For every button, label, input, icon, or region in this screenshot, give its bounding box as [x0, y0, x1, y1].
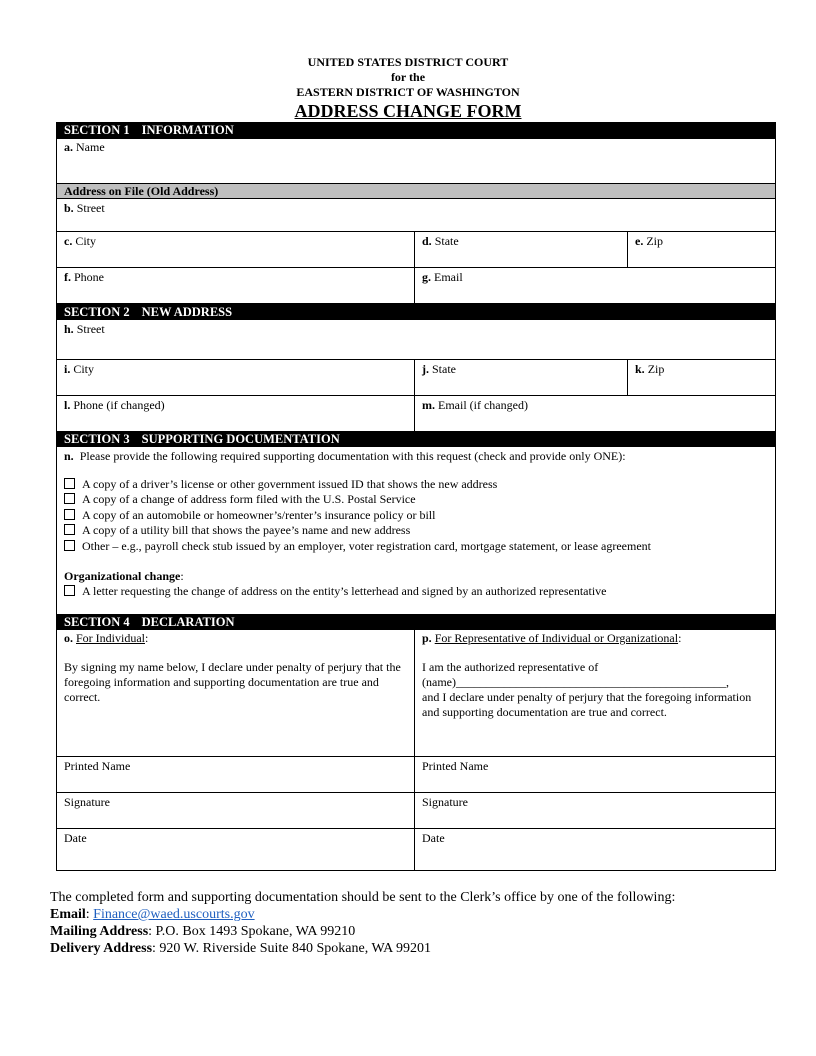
- option-drivers-license[interactable]: A copy of a driver’s license or other government issued ID that shows the new address: [64, 477, 497, 492]
- option-org-letter[interactable]: A letter requesting the change of address on the entity’s letterhead and signed by an authorized representative: [64, 584, 606, 599]
- new-city-field[interactable]: i. City: [56, 359, 415, 396]
- section-1-header: SECTION 1 INFORMATION: [56, 122, 776, 138]
- form-title: ADDRESS CHANGE FORM: [294, 101, 522, 121]
- section-3-header: SECTION 3 SUPPORTING DOCUMENTATION: [56, 431, 776, 447]
- organizational-change-heading: Organizational change:: [64, 569, 184, 583]
- checkbox-icon[interactable]: [64, 585, 75, 596]
- email-link[interactable]: Finance@waed.uscourts.gov: [93, 907, 255, 922]
- new-zip-field[interactable]: k. Zip: [627, 359, 776, 396]
- section-4-header: SECTION 4 DECLARATION: [56, 614, 776, 630]
- individual-printed-name[interactable]: Printed Name: [56, 756, 415, 793]
- new-state-field[interactable]: j. State: [414, 359, 628, 396]
- section-2-header: SECTION 2 NEW ADDRESS: [56, 304, 776, 320]
- old-city-field[interactable]: c. City: [56, 231, 415, 268]
- new-email-field[interactable]: m. Email (if changed): [414, 395, 776, 432]
- option-utility-bill[interactable]: A copy of a utility bill that shows the payee’s name and new address: [64, 523, 410, 538]
- old-state-field[interactable]: d. State: [414, 231, 628, 268]
- individual-signature[interactable]: Signature: [56, 792, 415, 829]
- rep-date[interactable]: Date: [414, 828, 776, 871]
- rep-signature[interactable]: Signature: [414, 792, 776, 829]
- old-zip-field[interactable]: e. Zip: [627, 231, 776, 268]
- checkbox-icon[interactable]: [64, 540, 75, 551]
- new-street-field[interactable]: h. Street: [56, 320, 776, 360]
- submission-instructions: The completed form and supporting documentation should be sent to the Clerk’s office by one of the following:: [50, 890, 676, 905]
- checkbox-icon[interactable]: [64, 493, 75, 504]
- option-usps-change[interactable]: A copy of a change of address form filed with the U.S. Postal Service: [64, 492, 416, 507]
- old-street-field[interactable]: b. Street: [56, 199, 776, 232]
- old-phone-field[interactable]: f. Phone: [56, 267, 415, 304]
- documentation-instruction: n. Please provide the following required supporting documentation with this request (check and provide only ONE):: [64, 449, 626, 463]
- old-address-heading: Address on File (Old Address): [56, 184, 776, 199]
- new-phone-field[interactable]: l. Phone (if changed): [56, 395, 415, 432]
- district-name: EASTERN DISTRICT OF WASHINGTON: [296, 85, 520, 99]
- for-the: for the: [390, 70, 426, 84]
- option-other[interactable]: Other – e.g., payroll check stub issued by an employer, voter registration card, mortgage statement, or lease agreement: [64, 539, 651, 554]
- mailing-address-line: Mailing Address: P.O. Box 1493 Spokane, WA 99210: [50, 924, 356, 939]
- individual-date[interactable]: Date: [56, 828, 415, 871]
- representative-declaration: p. For Representative of Individual or Organizational: I am the authorized representative of (name)_____________________________________________, and I declare under penalty of perjury that the foregoing information and supporting documentation are true and correct.: [414, 630, 776, 757]
- court-name: UNITED STATES DISTRICT COURT: [307, 55, 509, 69]
- rep-printed-name[interactable]: Printed Name: [414, 756, 776, 793]
- rep-name-line: (name)_____________________________________________,: [422, 675, 729, 689]
- checkbox-icon[interactable]: [64, 524, 75, 535]
- old-email-field[interactable]: g. Email: [414, 267, 776, 304]
- email-line: Email: Finance@waed.uscourts.gov: [50, 907, 255, 922]
- delivery-address-line: Delivery Address: 920 W. Riverside Suite 840 Spokane, WA 99201: [50, 941, 431, 956]
- checkbox-icon[interactable]: [64, 478, 75, 489]
- name-field[interactable]: a. Name: [56, 138, 776, 184]
- individual-declaration: o. For Individual: By signing my name below, I declare under penalty of perjury that the foregoing information and supporting documentation are true and correct.: [56, 630, 415, 757]
- checkbox-icon[interactable]: [64, 509, 75, 520]
- option-insurance[interactable]: A copy of an automobile or homeowner’s/renter’s insurance policy or bill: [64, 508, 435, 523]
